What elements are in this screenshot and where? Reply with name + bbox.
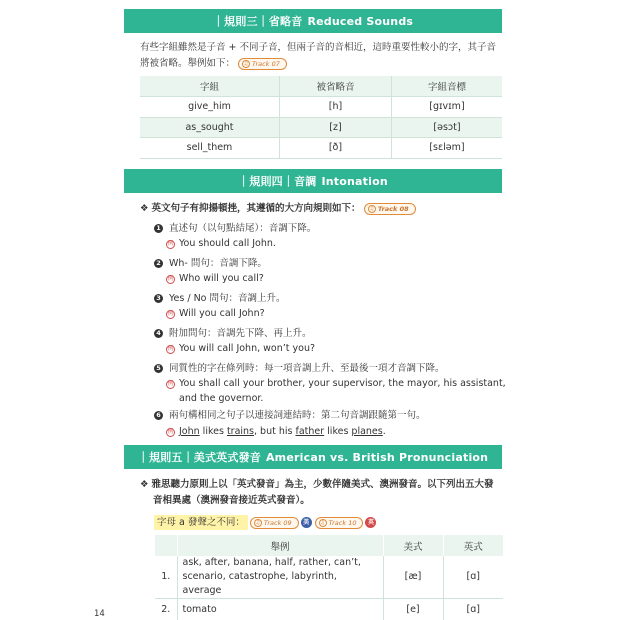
underlined-word: trains	[226, 426, 254, 437]
table-header: 英式	[443, 535, 503, 556]
rule5-heading-en: American vs. British Pronunciation	[265, 450, 489, 464]
rule5-banner	[124, 445, 502, 469]
diamond-bullet-icon: ❖	[140, 479, 149, 490]
headphones-icon: ♫	[320, 519, 325, 526]
table-cell: [z]	[279, 117, 391, 138]
diamond-bullet-icon: ❖	[140, 203, 149, 214]
track-label: Track 07	[252, 59, 280, 68]
example-sentence	[166, 236, 506, 251]
rule4-banner	[124, 169, 502, 193]
table-header	[155, 535, 177, 556]
item-text: 直述句（以句點結尾）：音調下降。	[169, 223, 317, 234]
example-sentence-continued: and the governor.	[179, 393, 264, 404]
intonation-item	[154, 221, 504, 236]
table-cell: sell_them	[140, 138, 279, 159]
item-number-badge: 5	[154, 364, 163, 373]
table-cell: as_sought	[140, 117, 279, 138]
table-cell: [h]	[279, 97, 391, 118]
item-text: 兩句構相同之句子以連接詞連結時：第二句音調跟隨第一句。	[169, 410, 426, 421]
rule3-paragraph-line1: 有些字組雖然是子音 + 不同子音，但兩子音的音相近，這時重要性較小的字，其子音	[140, 42, 497, 53]
table-header: 美式	[383, 535, 443, 556]
item-number-badge: 6	[154, 411, 163, 420]
uk-phonetic-cell: [ɑ]	[443, 599, 503, 620]
letter-a-subheading	[154, 515, 376, 530]
intonation-item	[154, 326, 504, 341]
headphones-icon: ♫	[243, 60, 249, 67]
example-text: .	[382, 426, 386, 437]
rule4-heading-en: Intonation	[321, 174, 388, 188]
table-cell: [əsɔt]	[391, 117, 502, 138]
table-row	[155, 556, 503, 599]
underlined-word: John	[179, 426, 200, 437]
us-flag-icon: 美	[301, 517, 312, 528]
rule4-heading-zh: 音調	[294, 175, 317, 188]
table-cell: [sɛləm]	[391, 138, 502, 159]
intonation-item	[154, 291, 504, 306]
subheading-label: 字母 a 發聲之不同：	[154, 515, 248, 530]
underlined-word: father	[295, 426, 325, 437]
rule5-intro-line2: 音相異處（澳洲發音接近英式發音）。	[153, 495, 310, 506]
item-number-badge: 2	[154, 259, 163, 268]
example-text: You shall call your brother, your supervisor, the mayor, his assistant,	[179, 378, 506, 389]
rule3-heading-prefix: ｜規則三｜	[212, 15, 269, 28]
item-text: Yes / No 問句：音調上升。	[169, 293, 286, 304]
track-07-button[interactable]	[238, 58, 287, 70]
rule4-intro	[140, 201, 510, 217]
uk-phonetic-cell: [ɑ]	[443, 556, 503, 599]
example-text: , but his	[254, 426, 296, 437]
example-text: You should call John.	[179, 238, 276, 249]
item-number-badge: 3	[154, 294, 163, 303]
reduced-sounds-table	[140, 76, 502, 159]
example-text: Who will you call?	[179, 273, 264, 284]
row-number: 1.	[155, 556, 177, 599]
intonation-item	[154, 361, 504, 376]
page-number: 14	[94, 609, 105, 619]
example-icon: 例	[167, 346, 174, 352]
example-icon: 例	[167, 381, 174, 387]
example-sentence	[166, 306, 506, 321]
uk-flag-icon: 英	[365, 517, 376, 528]
table-row	[140, 97, 502, 118]
item-text: 同質性的字在條列時：每一項音調上升、至最後一項才音調下降。	[169, 363, 445, 374]
rule3-banner	[124, 9, 502, 33]
us-phonetic-cell: [e]	[383, 599, 443, 620]
rule5-intro-line1: 雅思聽力原則上以「英式發音」為主，少數伴隨美式、澳洲發音。以下列出五大發	[151, 479, 494, 490]
track-09-button[interactable]	[250, 517, 299, 529]
intonation-item	[154, 256, 504, 271]
rule4-intro-text: 英文句子有抑揚頓挫，其遵循的大方向規則如下：	[151, 203, 361, 214]
example-text: Will you call John?	[179, 308, 265, 319]
rule4-heading-prefix: ｜規則四｜	[238, 175, 295, 188]
rule3-paragraph-line2: 將被省略。舉例如下：	[140, 58, 236, 69]
track-10-button[interactable]	[315, 517, 364, 529]
item-text: 附加問句：音調先下降、再上升。	[169, 328, 312, 339]
table-header-row	[140, 76, 502, 97]
item-number-badge: 4	[154, 329, 163, 338]
track-label: Track 08	[377, 204, 409, 213]
table-row	[140, 117, 502, 138]
table-row	[155, 599, 503, 620]
track-label: Track 09	[263, 518, 292, 527]
example-sentence	[166, 376, 506, 391]
rule5-heading-prefix: ｜規則五｜	[137, 451, 194, 464]
example-words-cell	[177, 556, 383, 599]
example-words-line: scenario, catastrophe, labyrinth, average	[182, 571, 337, 596]
example-text: likes	[199, 426, 227, 437]
us-phonetic-cell: [æ]	[383, 556, 443, 599]
rule3-heading-zh: 省略音	[268, 15, 303, 28]
headphones-icon: ♫	[255, 519, 261, 526]
track-08-button[interactable]	[364, 203, 416, 215]
example-sentence	[166, 424, 506, 439]
underlined-word: planes	[351, 426, 383, 437]
example-words-line: ask, after, banana, half, rather, can’t,	[182, 557, 361, 568]
rule3-heading-en: Reduced Sounds	[307, 14, 414, 28]
example-sentence	[166, 341, 506, 356]
table-cell: give_him	[140, 97, 279, 118]
table-header: 舉例	[177, 535, 383, 556]
headphones-icon: ♫	[369, 205, 375, 212]
rule5-intro	[140, 477, 508, 509]
example-text: likes	[324, 426, 352, 437]
example-icon: 例	[167, 276, 174, 282]
example-icon: 例	[167, 429, 174, 435]
table-header-row	[155, 535, 503, 556]
pronunciation-table	[155, 535, 503, 620]
rule5-heading-zh: 美式英式發音	[193, 451, 261, 464]
intonation-item	[154, 408, 504, 423]
table-header: 字組	[140, 76, 279, 97]
row-number: 2.	[155, 599, 177, 620]
example-words-cell: tomato	[177, 599, 383, 620]
item-text: Wh- 問句：音調下降。	[169, 258, 267, 269]
table-cell: [gɪvɪm]	[391, 97, 502, 118]
table-header: 字組音標	[391, 76, 502, 97]
item-number-badge: 1	[154, 224, 163, 233]
table-cell: [ð]	[279, 138, 391, 159]
table-header: 被省略音	[279, 76, 391, 97]
table-row	[140, 138, 502, 159]
example-icon: 例	[167, 311, 174, 317]
rule3-paragraph	[140, 40, 510, 72]
track-label: Track 10	[328, 518, 357, 527]
example-text: You will call John, won’t you?	[179, 343, 316, 354]
example-sentence	[166, 271, 506, 286]
example-icon: 例	[167, 241, 174, 247]
